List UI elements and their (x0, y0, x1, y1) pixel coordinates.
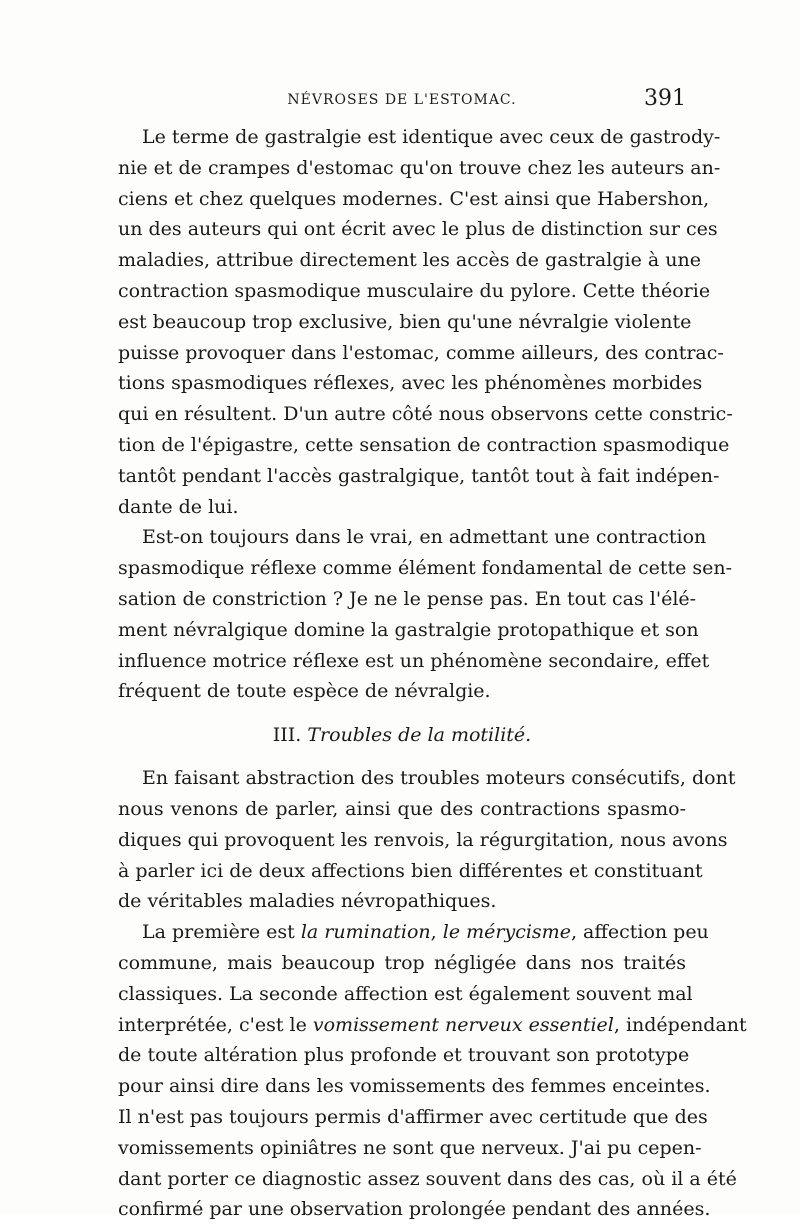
text-line: Le terme de gastralgie est identique avec ceux de gastrody- (142, 126, 721, 148)
running-title: NÉVROSES DE L'ESTOMAC. (287, 92, 517, 108)
text-line: contraction spasmodique musculaire du pylore. Cette théorie (118, 279, 711, 302)
text-line (118, 917, 709, 948)
text-line: dante de lui. (118, 495, 239, 518)
text-line: vomissements opiniâtres ne sont que nerveux. J'ai pu cepen- (118, 1136, 702, 1159)
paragraph-constriction (118, 522, 733, 707)
running-header (118, 86, 686, 116)
paragraph-gastralgie-definition (118, 122, 733, 522)
text-line: diques qui provoquent les renvois, la régurgitation, nous avons (118, 828, 728, 851)
text-line: ment névralgique domine la gastralgie protopathique et son (118, 618, 699, 641)
text-line: qui en résultent. D'un autre côté nous observons cette constric- (118, 403, 733, 426)
text-line: nie et de crampes d'estomac qu'on trouve chez les auteurs an- (118, 156, 721, 179)
text-line: ciens et chez quelques modernes. C'est ainsi que Habershon, (118, 187, 710, 210)
text-run: , (430, 921, 443, 944)
italic-term: vomissement nerveux essentiel (312, 1013, 614, 1036)
italic-term: la rumination (300, 921, 431, 944)
paragraph-troubles-moteurs (118, 763, 736, 917)
text-run: , indépendant (613, 1013, 747, 1036)
text-line: En faisant abstraction des troubles moteurs consécutifs, dont (142, 767, 736, 790)
text-line: commune, mais beaucoup trop négligée dans nos traités (118, 951, 686, 974)
text-line: de véritables maladies névropathiques. (118, 890, 497, 913)
page-number: 391 (644, 86, 686, 111)
text-line: dant porter ce diagnostic assez souvent dans des cas, où il a été (118, 1167, 737, 1190)
text-line: maladies, attribue directement les accès de gastralgie à une (118, 249, 701, 272)
text-run: , affection peu (570, 921, 709, 944)
text-line: confirmé par une observation prolongée pendant des années. (118, 1198, 711, 1221)
text-line: sation de constriction ? Je ne le pense pas. En tout cas l'élé- (118, 587, 697, 610)
text-line: Il n'est pas toujours permis d'affirmer avec certitude que des (118, 1105, 708, 1128)
text-line (118, 1010, 747, 1041)
text-line: fréquent de toute espèce de névralgie. (118, 680, 491, 703)
text-line: classiques. La seconde affection est également souvent mal (118, 982, 693, 1005)
text-line: tion de l'épigastre, cette sensation de contraction spasmodique (118, 433, 730, 456)
text-line: de toute altération plus profonde et trouvant son prototype (118, 1044, 690, 1067)
text-line: tions spasmodiques réflexes, avec les phénomènes morbides (118, 372, 703, 395)
paragraph-rumination (118, 917, 747, 1225)
text-line: à parler ici de deux affections bien différentes et constituant (118, 859, 703, 882)
text-line: un des auteurs qui ont écrit avec le plus de distinction sur ces (118, 218, 718, 241)
text-run: La première est (142, 921, 301, 944)
text-line: nous venons de parler, ainsi que des contractions spasmo- (118, 797, 686, 820)
text-line: Est-on toujours dans le vrai, en admettant une contraction (142, 526, 707, 549)
text-line: influence motrice réflexe est un phénomène secondaire, effet (118, 649, 710, 672)
text-line: pour ainsi dire dans les vomissements des femmes enceintes. (118, 1075, 711, 1098)
section-heading (118, 717, 686, 753)
text-line: est beaucoup trop exclusive, bien qu'une névralgie violente (118, 310, 692, 333)
body-text (118, 122, 747, 1225)
section-title: Troubles de la motilité. (307, 724, 532, 747)
text-run: interprétée, c'est le (118, 1013, 313, 1036)
text-line: spasmodique réflexe comme élément fondamental de cette sen- (118, 557, 733, 580)
text-line: puisse provoquer dans l'estomac, comme ailleurs, des contrac- (118, 341, 724, 364)
section-number: III. (272, 724, 302, 747)
italic-term: le mérycisme (442, 921, 571, 944)
text-line: tantôt pendant l'accès gastralgique, tantôt tout à fait indépen- (118, 464, 720, 487)
